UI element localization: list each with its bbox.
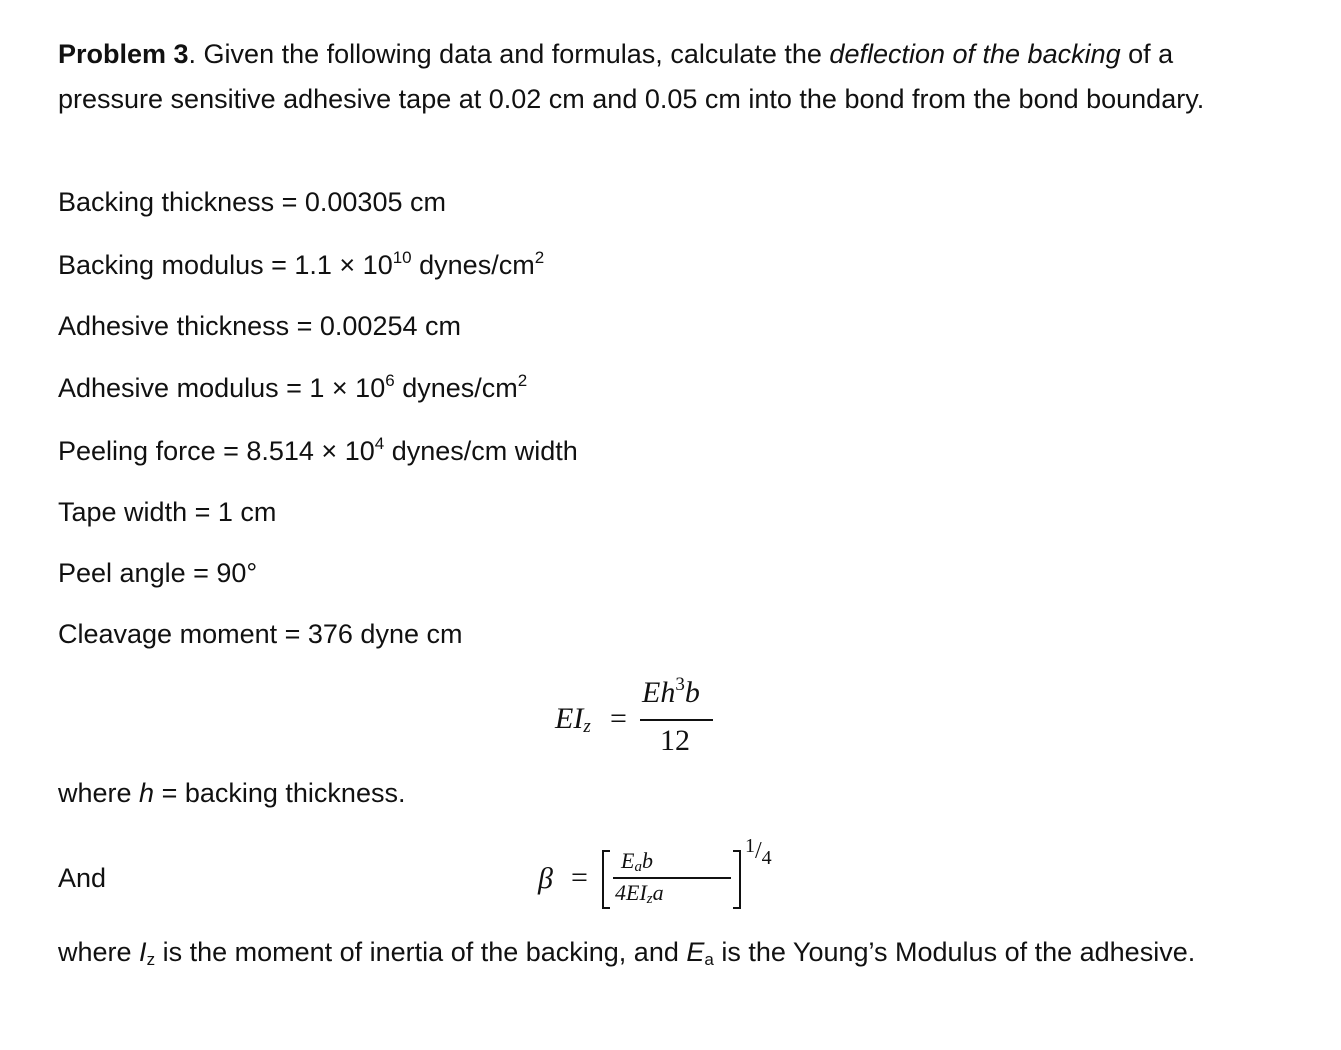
problem-text-after: of a pressure sensitive adhesive tape at 0.02 cm and 0.05 cm into the bond from the bond boundary. — [58, 39, 1205, 114]
problem-text-before: . Given the following data and formulas, calculate the — [188, 39, 830, 69]
problem-emphasis: deflection of the backing — [829, 39, 1121, 69]
equation2-denominator — [615, 880, 664, 906]
where-h-suffix: = backing thickness. — [154, 778, 406, 808]
final-end: is the Young’s Modulus of the adhesive. — [713, 937, 1196, 967]
equation1-numerator-tail: b — [684, 676, 700, 709]
peeling-force-value: Peeling force = 8.514 × 10 — [58, 436, 375, 466]
final-iz-subscript: z — [146, 950, 156, 969]
equation2-denominator-subscript: z — [646, 891, 653, 907]
equation2-numerator-symbol: E — [621, 848, 635, 873]
equation1-numerator-exponent: 3 — [675, 674, 685, 695]
equation2-right-bracket — [733, 850, 741, 909]
final-where: where — [58, 937, 140, 967]
equation1-fraction-bar — [640, 719, 713, 721]
final-middle: is the moment of inertia of the backing, and — [155, 937, 687, 967]
problem-label: Problem 3 — [58, 39, 189, 69]
peeling-force-unit: dynes/cm width — [384, 436, 578, 466]
final-ea: E — [686, 937, 705, 967]
equation2-exponent — [745, 835, 772, 869]
problem-statement — [58, 32, 1218, 122]
document-page — [58, 0, 1228, 1050]
equation2-numerator-subscript: a — [634, 859, 642, 875]
definitions-paragraph — [58, 930, 1218, 975]
adhesive-modulus-value: Adhesive modulus = 1 × 10 — [58, 373, 386, 403]
final-ea-subscript: a — [704, 950, 714, 969]
peeling-force-line — [58, 434, 578, 468]
where-h-line — [58, 776, 405, 810]
backing-modulus-value: Backing modulus = 1.1 × 10 — [58, 250, 393, 280]
peel-angle-line: Peel angle = 90° — [58, 558, 258, 588]
adhesive-modulus-unit-exponent: 2 — [517, 371, 528, 390]
equation2-left-bracket — [602, 850, 610, 909]
flexural-rigidity-equation — [555, 676, 775, 766]
equation2-exponent-denominator: 4 — [761, 847, 772, 869]
peeling-force-exponent: 4 — [374, 434, 385, 453]
adhesive-thickness-line: Adhesive thickness = 0.00254 cm — [58, 311, 461, 341]
final-iz: I — [139, 937, 147, 967]
adhesive-modulus-unit: dynes/cm — [394, 373, 518, 403]
equation2-denominator-tail: a — [652, 880, 664, 905]
equation1-equals: = — [610, 702, 627, 735]
equation2-denominator-symbol: 4EI — [615, 880, 647, 905]
equation1-denominator: 12 — [660, 724, 690, 757]
equation2-lhs: β — [538, 862, 553, 895]
adhesive-modulus-line — [58, 371, 527, 405]
equation1-lhs-symbol: EI — [555, 702, 584, 735]
tape-width-line: Tape width = 1 cm — [58, 497, 277, 527]
and-label: And — [58, 863, 107, 893]
equation2-exponent-slash: / — [755, 838, 762, 864]
equation2-numerator-tail: b — [641, 848, 653, 873]
cleavage-moment-line: Cleavage moment = 376 dyne cm — [58, 619, 463, 649]
beta-equation — [538, 828, 798, 918]
equation2-fraction-bar — [613, 877, 731, 879]
equation1-lhs — [555, 702, 591, 736]
equation1-numerator-symbol: Eh — [642, 676, 676, 709]
backing-modulus-unit: dynes/cm — [411, 250, 535, 280]
where-h-variable: h — [139, 778, 155, 808]
equation2-equals: = — [571, 861, 588, 894]
where-h-prefix: where — [58, 778, 140, 808]
backing-modulus-exponent: 10 — [392, 248, 412, 267]
equation1-lhs-subscript: z — [583, 716, 591, 737]
backing-thickness-line: Backing thickness = 0.00305 cm — [58, 187, 446, 217]
backing-modulus-unit-exponent: 2 — [534, 248, 545, 267]
adhesive-modulus-exponent: 6 — [385, 371, 395, 390]
backing-modulus-line — [58, 248, 544, 282]
equation1-numerator — [642, 676, 700, 710]
equation2-numerator — [621, 848, 653, 874]
equation2-exponent-numerator: 1 — [745, 835, 755, 857]
